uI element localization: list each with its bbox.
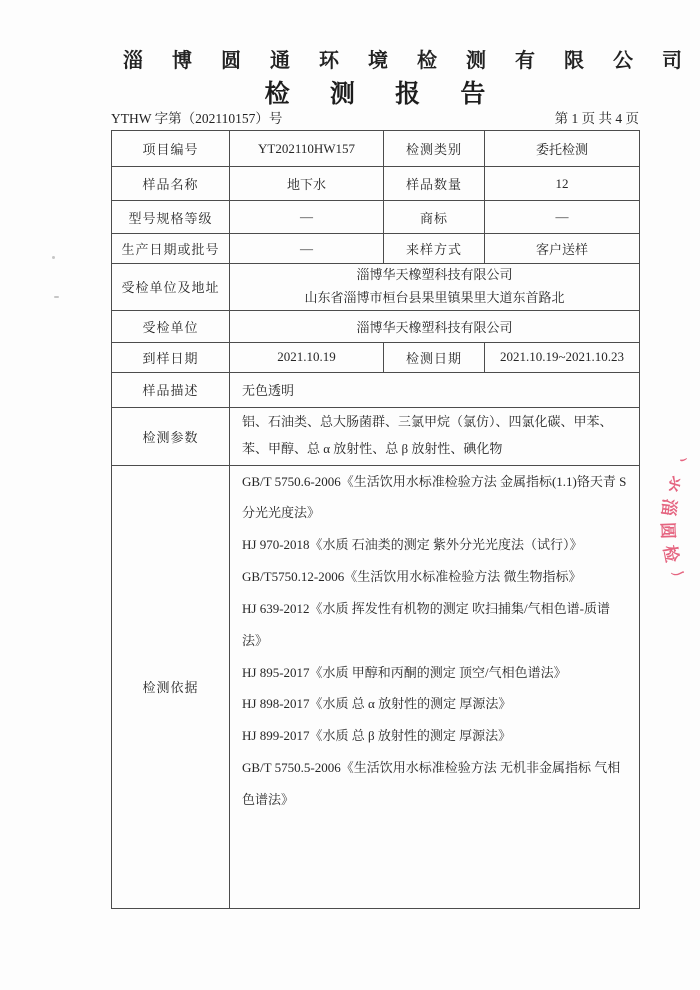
standard-item: GB/T5750.12-2006《生活饮用水标准检验方法 微生物指标》	[242, 569, 582, 585]
field-value: 地下水	[230, 167, 384, 201]
table-row	[112, 201, 640, 234]
field-value	[230, 264, 640, 311]
field-value: 客户送样	[485, 234, 640, 264]
field-label: 检测类别	[384, 131, 485, 167]
field-label: 生产日期或批号	[112, 234, 230, 264]
report-title: 检 测 报 告	[264, 81, 503, 108]
report-info-table	[111, 130, 640, 909]
table-row	[112, 407, 640, 465]
field-label: 样品描述	[112, 372, 230, 407]
field-label: 样品名称	[112, 167, 230, 201]
standard-item: HJ 899-2017《水质 总 β 放射性的测定 厚源法》	[242, 728, 512, 744]
standard-item: GB/T 5750.6-2006《生活饮用水标准检验方法 金属指标(1.1)铬天青 S 分光光度法》	[242, 473, 627, 521]
table-row	[112, 234, 640, 264]
field-label: 型号规格等级	[112, 201, 230, 234]
table-row	[112, 465, 640, 908]
standard-item: HJ 895-2017《水质 甲醇和丙酮的测定 顶空/气相色谱法》	[242, 664, 567, 680]
field-value: YT202110HW157	[230, 131, 384, 167]
field-label: 来样方式	[384, 234, 485, 264]
standard-item: HJ 970-2018《水质 石油类的测定 紫外分光光度法（试行）》	[242, 537, 583, 553]
table-row	[112, 372, 640, 407]
table-row	[112, 310, 640, 342]
test-parameters: 铝、石油类、总大肠菌群、三氯甲烷（氯仿）、四氯化碳、甲苯、苯、甲醇、总 α 放射性、总 β 放射性、碘化物	[230, 407, 640, 465]
field-value: —	[485, 201, 640, 234]
field-label: 检测参数	[112, 407, 230, 465]
field-label: 商标	[384, 201, 485, 234]
page-indicator: 第 1 页 共 4 页	[554, 111, 639, 126]
standard-item: HJ 898-2017《水质 总 α 放射性的测定 厚源法》	[242, 696, 512, 712]
table-row	[112, 167, 640, 201]
seal-char: 淄	[658, 497, 679, 517]
report-number: YTHW 字第（202110157）号	[111, 111, 283, 126]
scan-artifact	[54, 296, 59, 298]
field-label: 受检单位	[112, 310, 230, 342]
inspected-unit-address: 山东省淄博市桓台县果里镇果里大道东首路北	[304, 289, 565, 305]
scan-artifact	[52, 256, 55, 259]
field-value: 12	[485, 167, 640, 201]
field-value: 2021.10.19~2021.10.23	[485, 342, 640, 372]
standard-item: HJ 639-2012《水质 挥发性有机物的测定 吹扫捕集/气相色谱-质谱法》	[242, 600, 610, 648]
field-label: 检测日期	[384, 342, 485, 372]
field-label: 到样日期	[112, 342, 230, 372]
field-label: 检测依据	[112, 465, 230, 908]
field-value: 无色透明	[230, 372, 640, 407]
field-label: 样品数量	[384, 167, 485, 201]
company-name: 淄 博 圆 通 环 境 检 测 有 限 公 司	[123, 50, 694, 72]
field-label: 受检单位及地址	[112, 264, 230, 311]
test-basis-list	[230, 465, 640, 908]
red-company-seal-fragment	[655, 446, 700, 596]
inspected-unit-name: 淄博华天橡塑科技有限公司	[356, 267, 513, 282]
seal-char: 丶	[672, 449, 693, 469]
field-value: 淄博华天橡塑科技有限公司	[230, 310, 640, 342]
report-number-row	[111, 107, 639, 127]
seal-char: 检	[659, 543, 682, 565]
seal-char: 丿	[668, 564, 688, 584]
field-value: 2021.10.19	[230, 342, 384, 372]
seal-char: 氺	[662, 473, 685, 495]
field-label: 项目编号	[112, 131, 230, 167]
seal-char: 圆	[657, 521, 678, 540]
field-value: —	[230, 234, 384, 264]
field-value: 委托检测	[485, 131, 640, 167]
table-row	[112, 342, 640, 372]
table-row	[112, 264, 640, 311]
table-row	[112, 131, 640, 167]
field-value: —	[230, 201, 384, 234]
standard-item: GB/T 5750.5-2006《生活饮用水标准检验方法 无机非金属指标 气相色谱法》	[242, 760, 621, 807]
